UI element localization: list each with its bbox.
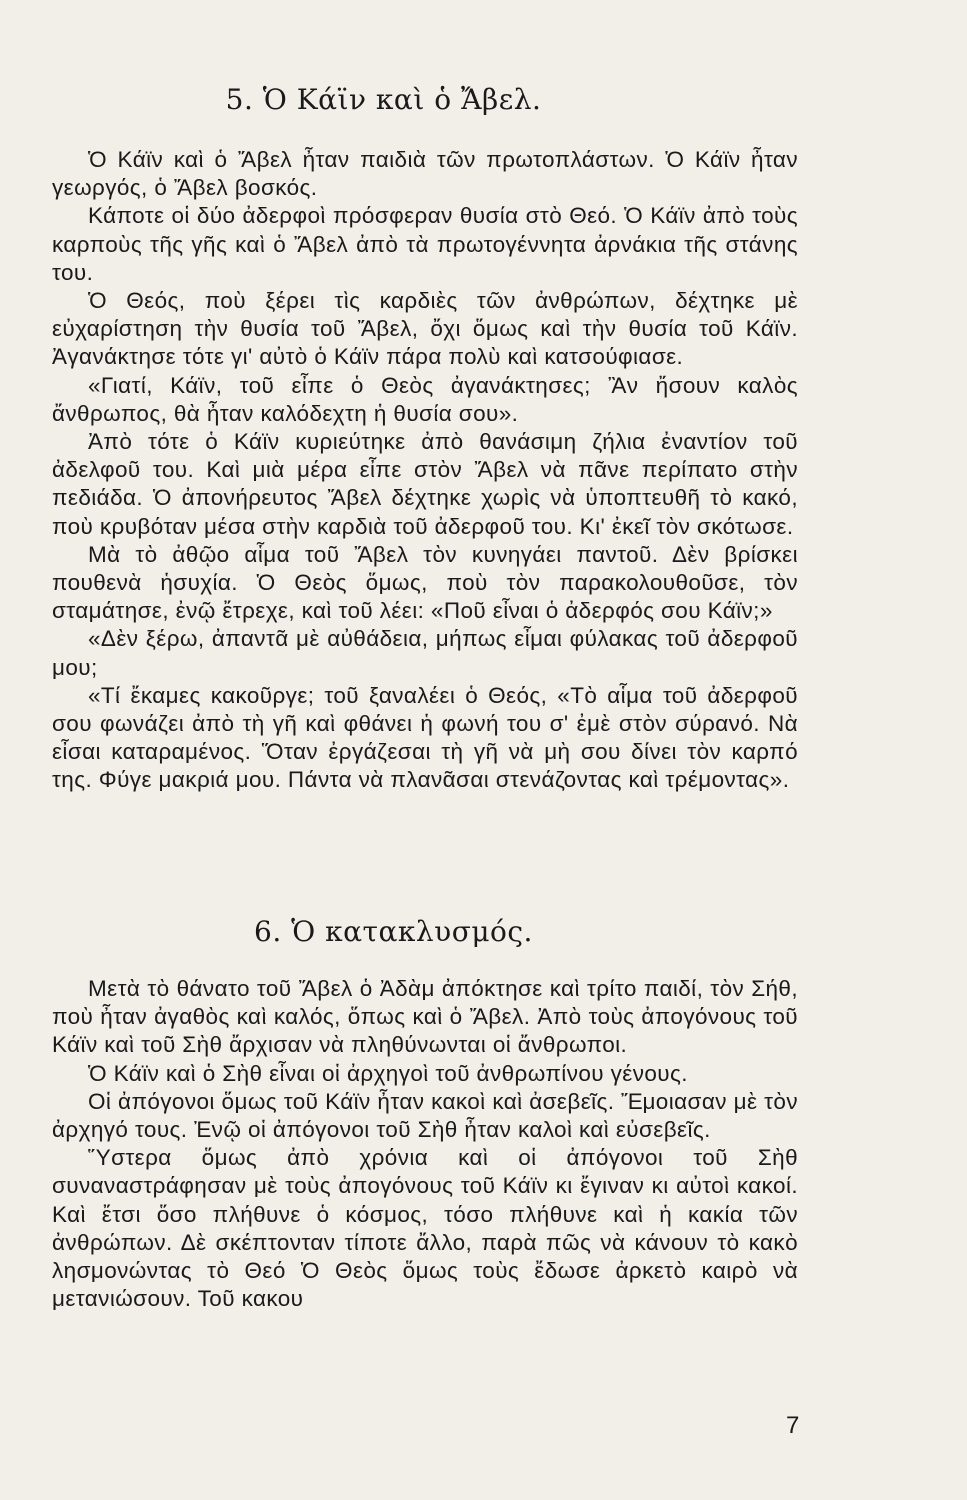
paragraph: «Δὲν ξέρω, ἀπαντᾶ μὲ αὐθάδεια, μήπως εἶμαι φύλακας τοῦ ἀδερφοῦ μου; [52, 626, 798, 680]
paragraph: Μετὰ τὸ θάνατο τοῦ Ἄβελ ὁ Ἀδὰμ ἀπόκτησε καὶ τρίτο παιδί, τὸν Σήθ, ποὺ ἦταν ἀγαθὸς καὶ καλός, ὅπως καὶ ὁ Ἄβελ. Ἀπὸ τοὺς ἀπογόνους τοῦ Κάϊν καὶ τοῦ Σὴθ ἄρχισαν νὰ πληθύνωνται οἱ ἄνθρωποι. [52, 976, 798, 1058]
paragraph: «Τί ἔκαμες κακοῦργε; τοῦ ξαναλέει ὁ Θεός, «Τὸ αἷμα τοῦ ἀδερφοῦ σου φωνάζει ἀπὸ τὴ γῆ καὶ φθάνει ἡ φωνή του σ' ἐμὲ στὸν σύρανό. Νὰ εἶσαι καταραμένος. Ὅταν ἐργάζεσαι τὴ γῆ νὰ μὴ σου δίνει τὸν καρπό της. Φύγε μακριά μου. Πάντα νὰ πλανᾶσαι στενάζοντας καὶ τρέμοντας». [52, 682, 798, 793]
paragraph: Κάποτε οἱ δύο ἀδερφοὶ πρόσφεραν θυσία στὸ Θεό. Ὁ Κάϊν ἀπὸ τοὺς καρποὺς τῆς γῆς καὶ ὁ Ἄβελ ἀπὸ τὰ πρωτογέννητα ἀρνάκια τῆς στάνης του. [52, 203, 798, 285]
section-title-cain-abel: 5. Ὁ Κάϊν καὶ ὁ Ἄβελ. [225, 83, 542, 116]
paragraph: Ὕστερα ὅμως ἀπὸ χρόνια καὶ οἱ ἀπόγονοι τοῦ Σὴθ συναναστράφησαν μὲ τοὺς ἀπογόνους τοῦ Κάϊν κι ἔγιναν κι αὐτοὶ κακοί. Καὶ ἔτσι ὅσο πλήθυνε ὁ κόσμος, τόσο πλήθυνε καὶ ἡ κακία τῶν ἀνθρώπων. Δὲ σκέπτονταν τίποτε ἄλλο, παρὰ πῶς νὰ κάνουν τὸ κακὸ λησμονώντας τὸ Θεό Ὁ Θεὸς ὅμως τοὺς ἔδωσε ἀρκετὸ καιρὸ νὰ μετανιώσουν. Τοῦ κακου [52, 1145, 798, 1312]
paragraph: Ἀπὸ τότε ὁ Κάϊν κυριεύτηκε ἀπὸ θανάσιμη ζήλια ἐναντίον τοῦ ἀδελφοῦ του. Καὶ μιὰ μέρα εἶπε στὸν Ἄβελ νὰ πᾶνε περίπατο στὴν πεδιάδα. Ὁ ἀπονήρευτος Ἄβελ δέχτηκε χωρὶς νὰ ὑποπτευθῆ τὸ κακό, ποὺ κρυβόταν μέσα στὴν καρδιὰ τοῦ ἀδερφοῦ του. Κι' ἐκεῖ τὸν σκότωσε. [52, 429, 798, 539]
paragraph: «Γιατί, Κάϊν, τοῦ εἶπε ὁ Θεὸς ἀγανάκτησες; Ἂν ἤσουν καλὸς ἄνθρωπος, θὰ ἦταν καλόδεχτη ἡ θυσία σου». [52, 372, 798, 426]
paragraph: Ὁ Θεός, ποὺ ξέρει τὶς καρδιὲς τῶν ἀνθρώπων, δέχτηκε μὲ εὐχαρίστηση τὴν θυσία τοῦ Ἄβελ, ὄχι ὅμως καὶ τὴν θυσία τοῦ Κάϊν. Ἀγανάκτησε τότε γι' αὐτὸ ὁ Κάϊν πάρα πολὺ καὶ κατσούφιασε. [52, 288, 798, 370]
paragraph: Μὰ τὸ ἀθῷο αἷμα τοῦ Ἄβελ τὸν κυνηγάει παντοῦ. Δὲν βρίσκει πουθενὰ ἡσυχία. Ὁ Θεὸς ὅμως, ποὺ τὸν παρακολουθοῦσε, τὸν σταμάτησε, ἐνῷ ἔτρεχε, καὶ τοῦ λέει: «Ποῦ εἶναι ὁ ἀδερφός σου Κάϊν;» [52, 541, 798, 624]
paragraph: Ὁ Κάϊν καὶ ὁ Σὴθ εἶναι οἱ ἀρχηγοὶ τοῦ ἀνθρωπίνου γένους. [88, 1060, 688, 1086]
section-body-flood [52, 975, 798, 1313]
paragraph: Ὁ Κάϊν καὶ ὁ Ἄβελ ἦταν παιδιὰ τῶν πρωτοπλάστων. Ὁ Κάϊν ἦταν γεωργός, ὁ Ἄβελ βοσκός. [52, 147, 798, 201]
section-body-cain-abel [52, 146, 798, 795]
paragraph: Οἱ ἀπόγονοι ὅμως τοῦ Κάϊν ἦταν κακοὶ καὶ ἀσεβεῖς. Ἔμοιασαν μὲ τὸν ἀρχηγό τους. Ἐνῷ οἱ ἀπόγονοι τοῦ Σὴθ ἦταν καλοὶ καὶ εὐσεβεῖς. [52, 1088, 798, 1143]
section-title-flood: 6. Ὁ κατακλυσμός. [254, 915, 533, 948]
page-number: 7 [786, 1412, 800, 1439]
